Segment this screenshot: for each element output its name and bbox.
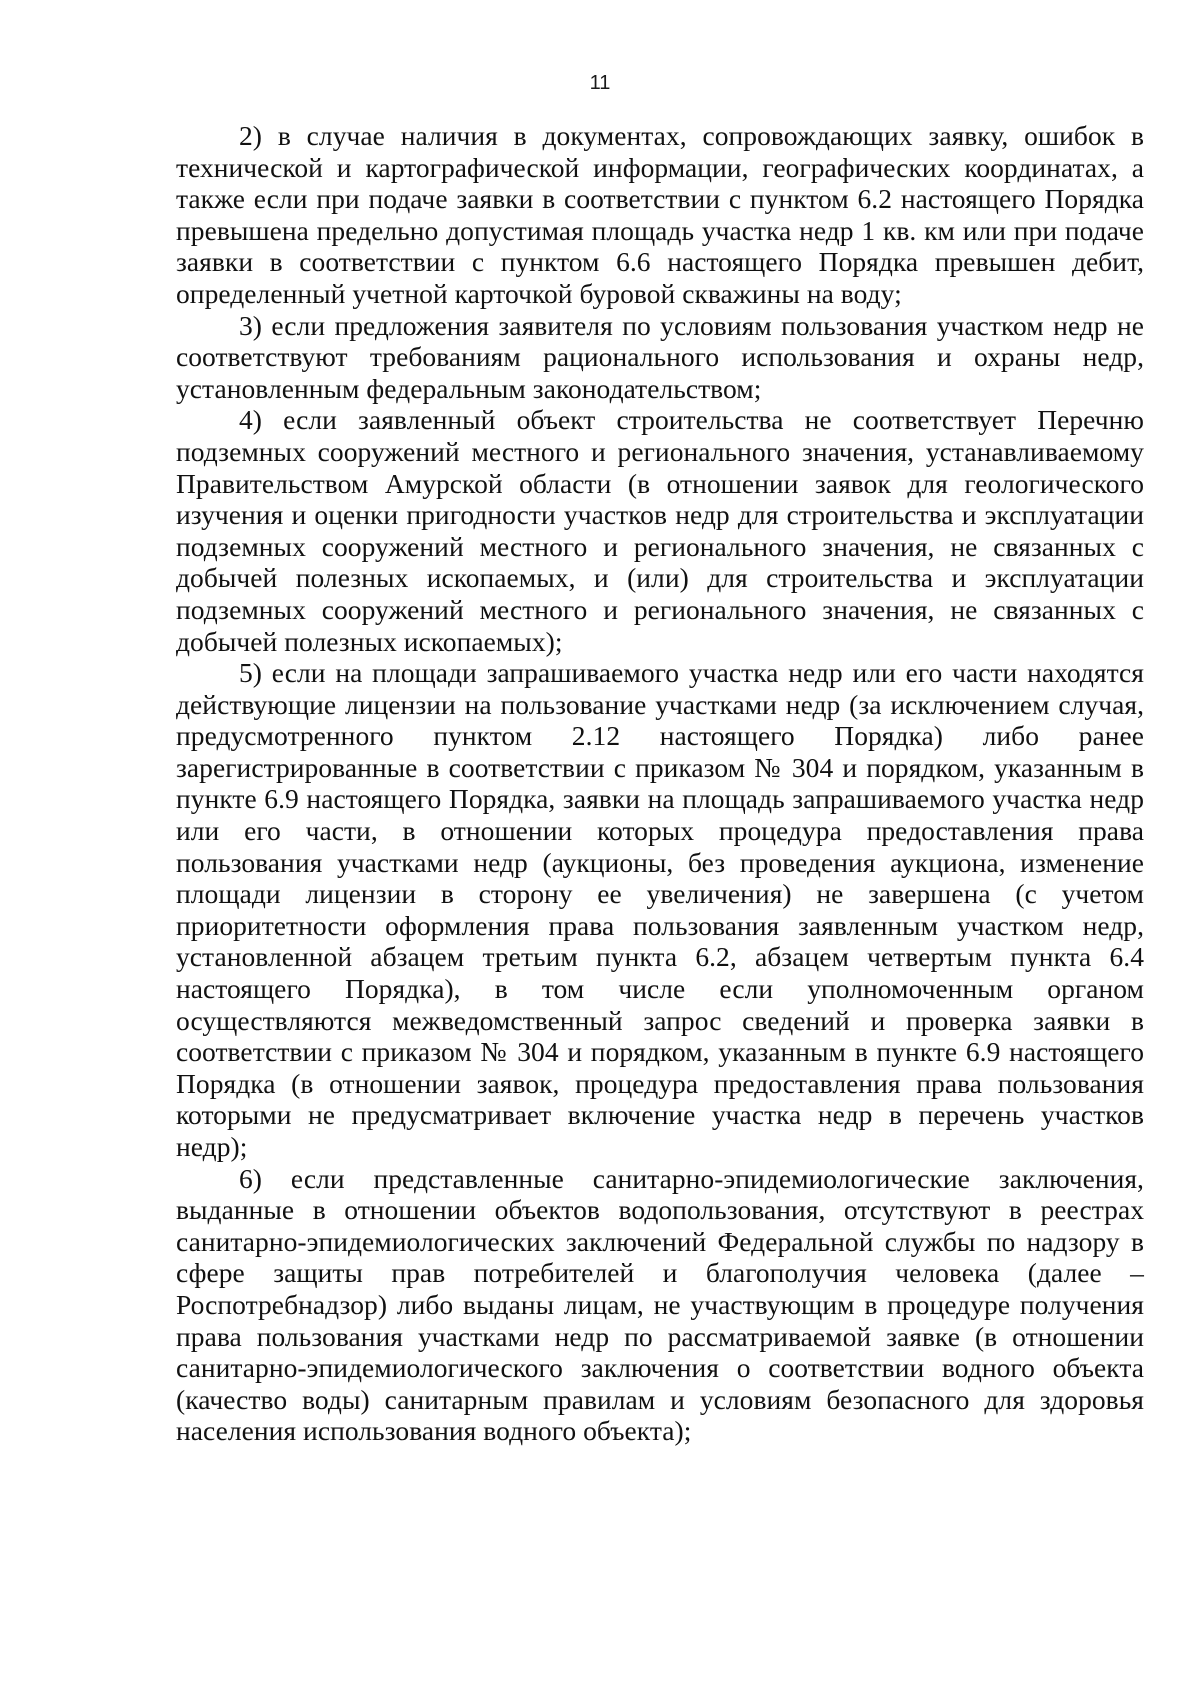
paragraph-item-6: 6) если представленные санитарно-эпидемиологические заключения, выданные в отношении объектов водопользования, отсутствуют в реестрах санитарно-эпидемиологических заключений Федеральной службы по надзору в сфере защиты прав потребителей и благополучия человека (далее – Роспотребнадзор) либо выданы лицам, не участвующим в процедуре получения права пользования участками недр по рассматриваемой заявке (в отношении санитарно-эпидемиологического заключения о соответствии водного объекта (качество воды) санитарным правилам и условиям безопасного для здоровья населения использования водного объекта); — [176, 1162, 1144, 1447]
document-body — [176, 120, 1144, 1447]
paragraph-item-3: 3) если предложения заявителя по условиям пользования участком недр не соответствуют требованиям рационального использования и охраны недр, установленным федеральным законодательством; — [176, 309, 1144, 404]
page-number: 11 — [589, 72, 611, 94]
paragraph-item-4: 4) если заявленный объект строительства не соответствует Перечню подземных сооружений местного и регионального значения, устанавливаемому Правительством Амурской области (в отношении заявок для геологического изучения и оценки пригодности участков недр для строительства и эксплуатации подземных сооружений местного и регионального значения, не связанных с добычей полезных ископаемых, и (или) для строительства и эксплуатации подземных сооружений местного и регионального значения, не связанных с добычей полезных ископаемых); — [176, 404, 1144, 657]
paragraph-item-5: 5) если на площади запрашиваемого участка недр или его части находятся действующие лицензии на пользование участками недр (за исключением случая, предусмотренного пунктом 2.12 настоящего Порядка) либо ранее зарегистрированные в соответствии с приказом № 304 и порядком, указанным в пункте 6.9 настоящего Порядка, заявки на площадь запрашиваемого участка недр или его части, в отношении которых процедура предоставления права пользования участками недр (аукционы, без проведения аукциона, изменение площади лицензии в сторону ее увеличения) не завершена (с учетом приоритетности оформления права пользования заявленным участком недр, установленной абзацем третьим пункта 6.2, абзацем четвертым пункта 6.4 настоящего Порядка), в том числе если уполномоченным органом осуществляются межведомственный запрос сведений и проверка заявки в соответствии с приказом № 304 и порядком, указанным в пункте 6.9 настоящего Порядка (в отношении заявок, процедура предоставления права пользования которыми не предусматривает включение участка недр в перечень участков недр); — [176, 657, 1144, 1162]
paragraph-item-2: 2) в случае наличия в документах, сопровождающих заявку, ошибок в технической и картографической информации, географических координатах, а также если при подаче заявки в соответствии с пунктом 6.2 настоящего Порядка превышена предельно допустимая площадь участка недр 1 кв. км или при подаче заявки в соответствии с пунктом 6.6 настоящего Порядка превышен дебит, определенный учетной карточкой буровой скважины на воду; — [176, 120, 1144, 309]
